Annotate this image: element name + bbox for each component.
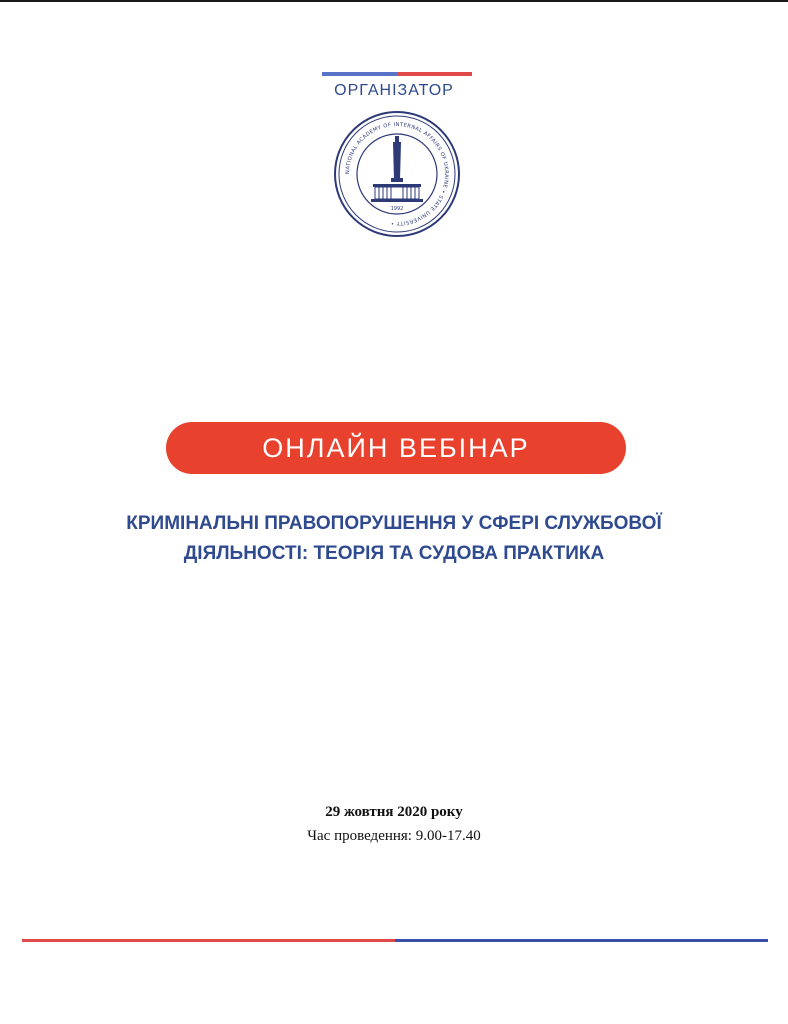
event-time: Час проведення: 9.00-17.40: [307, 828, 481, 844]
event-title: [60, 509, 728, 569]
seal-year: 1992: [390, 206, 404, 212]
bottom-divider-red: [22, 939, 395, 942]
event-title-line-2: ДІЯЛЬНОСТІ: ТЕОРІЯ ТА СУДОВА ПРАКТИКА: [183, 543, 605, 564]
event-date: 29 жовтня 2020 року: [325, 804, 463, 820]
online-webinar-badge: [166, 422, 626, 474]
event-title-line-1: КРИМІНАЛЬНІ ПРАВОПОРУШЕННЯ У СФЕРІ СЛУЖБОВОЇ: [126, 513, 662, 534]
top-divider-blue: [322, 72, 397, 76]
academy-seal-logo: [333, 110, 461, 238]
seal-ring-text: NATIONAL ACADEMY OF INTERNAL AFFAIRS OF UKRAINE • STATE UNIVERSITY •: [344, 121, 450, 227]
online-webinar-badge-label: ОНЛАЙН ВЕБІНАР: [262, 432, 530, 463]
top-divider-red: [397, 72, 472, 76]
top-divider: [322, 72, 472, 76]
organizer-label: ОРГАНІЗАТОР: [334, 82, 454, 99]
bottom-divider-blue: [395, 939, 768, 942]
bottom-divider: [22, 939, 768, 942]
